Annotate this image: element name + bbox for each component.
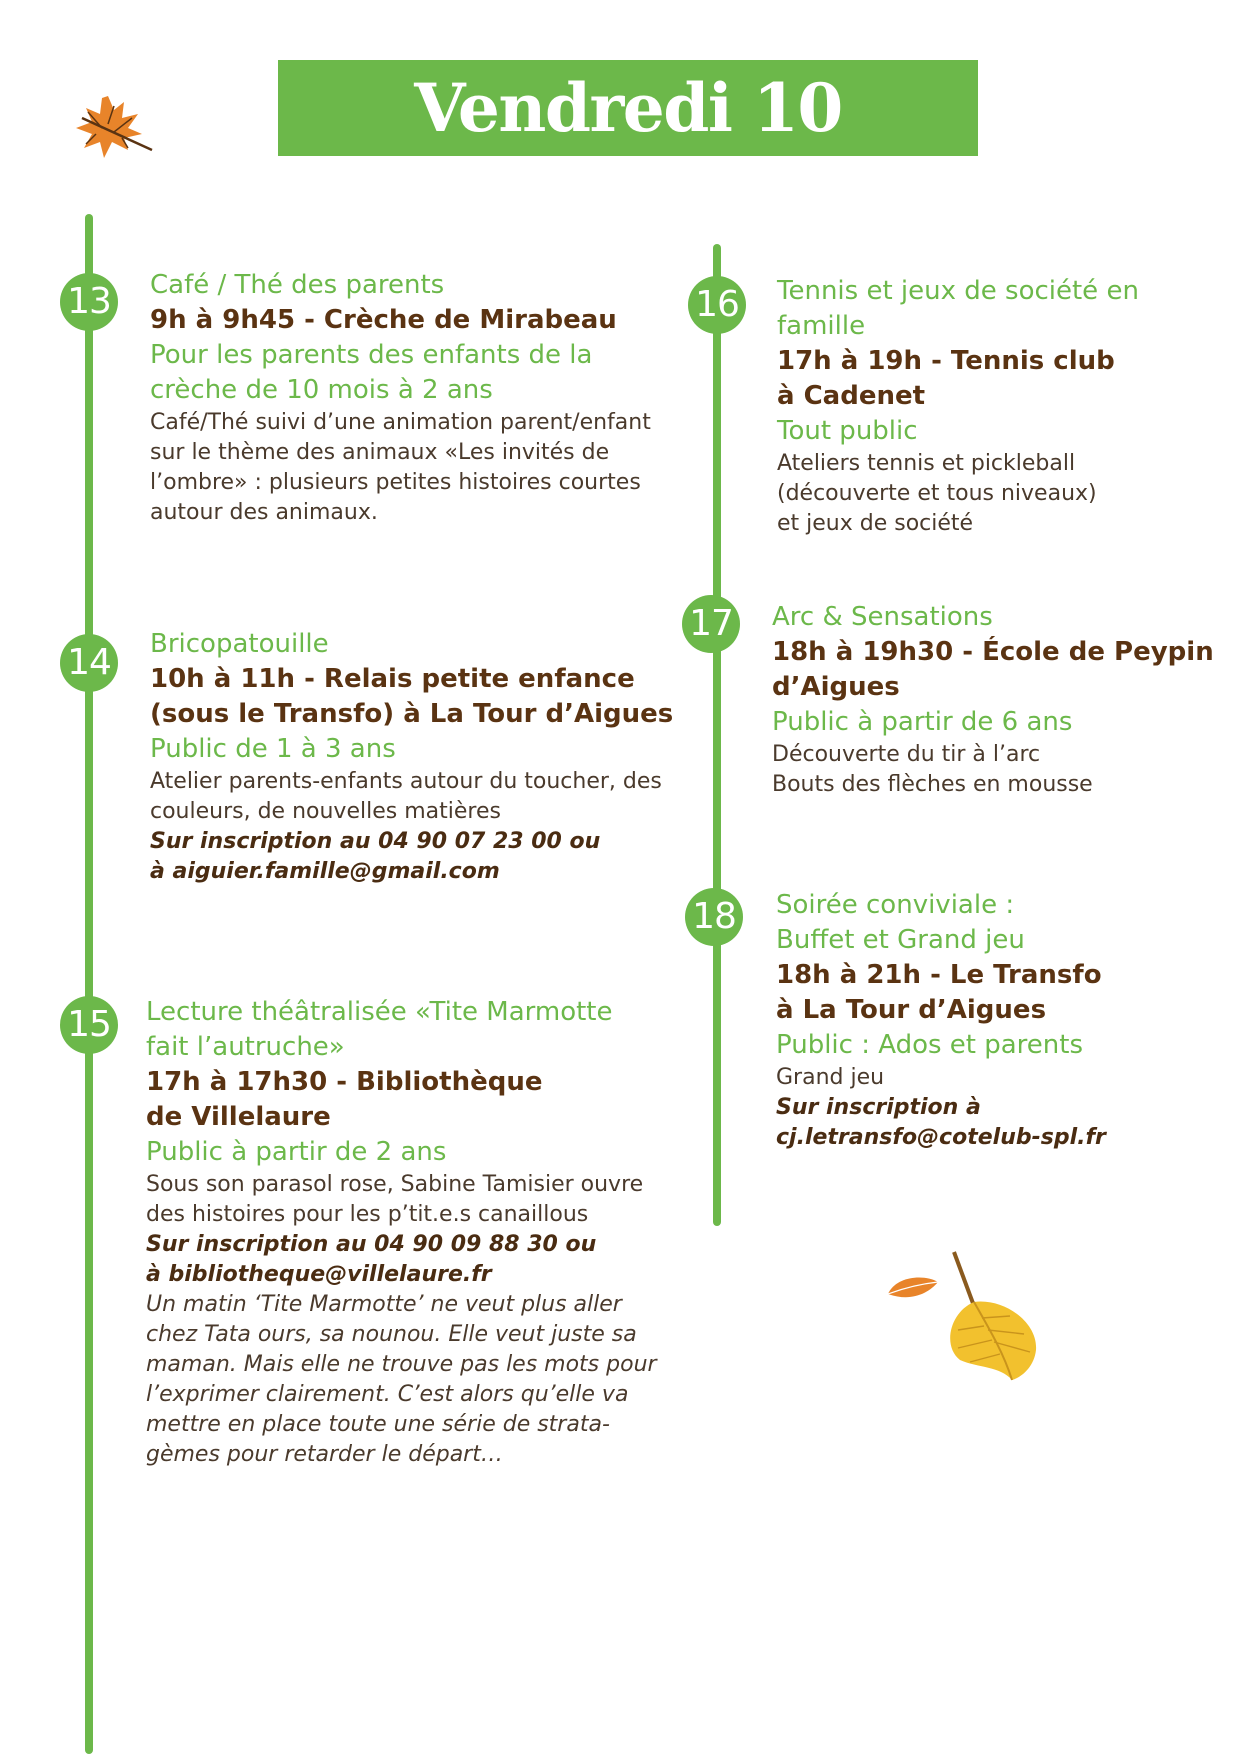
event-time-place: (sous le Transfo) à La Tour d’Aigues xyxy=(150,699,674,729)
event-registration: à bibliotheque@villelaure.fr xyxy=(146,1262,492,1287)
event-18 xyxy=(776,888,1106,1153)
event-15 xyxy=(146,995,657,1470)
event-time-place: 18h à 19h30 - École de Peypin xyxy=(772,637,1214,667)
event-time-place: 18h à 21h - Le Transfo xyxy=(776,960,1102,990)
event-16 xyxy=(777,274,1139,539)
event-synopsis: mettre en place toute une série de strata- xyxy=(146,1412,610,1437)
event-13 xyxy=(150,268,651,528)
event-audience: Public à partir de 2 ans xyxy=(146,1137,447,1167)
event-number-badge: 17 xyxy=(682,595,740,653)
event-description: Découverte du tir à l’arc xyxy=(772,742,1041,767)
event-description: Ateliers tennis et pickleball xyxy=(777,451,1076,476)
maple-leaf-icon xyxy=(62,88,158,168)
event-number-badge: 13 xyxy=(60,273,118,331)
event-registration: Sur inscription au 04 90 07 23 00 ou xyxy=(150,829,601,854)
timeline-right xyxy=(713,244,721,1226)
event-time-place: à La Tour d’Aigues xyxy=(776,995,1047,1025)
event-audience: Public de 1 à 3 ans xyxy=(150,734,396,764)
event-audience: Public à partir de 6 ans xyxy=(772,707,1073,737)
event-registration: à aiguier.famille@gmail.com xyxy=(150,859,500,884)
event-time-place: 10h à 11h - Relais petite enfance xyxy=(150,664,635,694)
event-title: fait l’autruche» xyxy=(146,1032,345,1062)
event-17 xyxy=(772,600,1214,800)
event-description: Bouts des flèches en mousse xyxy=(772,772,1093,797)
event-description: (découverte et tous niveaux) xyxy=(777,481,1097,506)
event-audience: Pour les parents des enfants de la xyxy=(150,340,593,370)
event-title: Buffet et Grand jeu xyxy=(776,925,1025,955)
event-registration: Sur inscription au 04 90 09 88 30 ou xyxy=(146,1232,597,1257)
event-time-place: à Cadenet xyxy=(777,381,926,411)
event-title: Soirée conviviale : xyxy=(776,890,1015,920)
event-number-badge: 15 xyxy=(60,996,118,1054)
event-synopsis: l’exprimer clairement. C’est alors qu’elle va xyxy=(146,1382,629,1407)
timeline-left xyxy=(85,214,93,1754)
event-time-place: 9h à 9h45 - Crèche de Mirabeau xyxy=(150,305,617,335)
event-14 xyxy=(150,627,673,887)
event-title: famille xyxy=(777,311,866,341)
page-title: Vendredi 10 octobre xyxy=(414,69,842,243)
event-number-badge: 16 xyxy=(688,276,746,334)
event-audience: Public : Ados et parents xyxy=(776,1030,1084,1060)
event-synopsis: gèmes pour retarder le départ… xyxy=(146,1442,503,1467)
event-description: et jeux de société xyxy=(777,511,974,536)
event-title: Café / Thé des parents xyxy=(150,270,445,300)
event-synopsis: Un matin ‘Tite Marmotte’ ne veut plus aller xyxy=(146,1292,622,1317)
event-description: autour des animaux. xyxy=(150,500,378,525)
birch-leaf-icon xyxy=(934,1250,1046,1382)
event-time-place: 17h à 19h - Tennis club xyxy=(777,346,1115,376)
event-description: sur le thème des animaux «Les invités de xyxy=(150,440,610,465)
event-registration: Sur inscription à xyxy=(776,1095,981,1120)
event-title: Bricopatouille xyxy=(150,629,329,659)
event-description: Sous son parasol rose, Sabine Tamisier ouvre xyxy=(146,1172,644,1197)
event-description: couleurs, de nouvelles matières xyxy=(150,799,501,824)
event-description: Atelier parents-enfants autour du toucher, des xyxy=(150,769,662,794)
event-number-badge: 18 xyxy=(685,888,743,946)
event-title: Tennis et jeux de société en xyxy=(777,276,1139,306)
title-banner xyxy=(278,60,978,243)
event-audience: crèche de 10 mois à 2 ans xyxy=(150,375,493,405)
event-registration: cj.letransfo@cotelub-spl.fr xyxy=(776,1125,1106,1150)
event-time-place: de Villelaure xyxy=(146,1102,331,1132)
event-synopsis: maman. Mais elle ne trouve pas les mots pour xyxy=(146,1352,657,1377)
event-synopsis: chez Tata ours, sa nounou. Elle veut juste sa xyxy=(146,1322,637,1347)
event-audience: Tout public xyxy=(777,416,918,446)
event-description: des histoires pour les p’tit.e.s canaillous xyxy=(146,1202,589,1227)
event-title: Arc & Sensations xyxy=(772,602,993,632)
event-description: Grand jeu xyxy=(776,1065,885,1090)
event-description: l’ombre» : plusieurs petites histoires courtes xyxy=(150,470,641,495)
event-description: Café/Thé suivi d’une animation parent/enfant xyxy=(150,410,651,435)
event-title: Lecture théâtralisée «Tite Marmotte xyxy=(146,997,613,1027)
event-time-place: 17h à 17h30 - Bibliothèque xyxy=(146,1067,543,1097)
event-number-badge: 14 xyxy=(60,634,118,692)
event-time-place: d’Aigues xyxy=(772,672,900,702)
